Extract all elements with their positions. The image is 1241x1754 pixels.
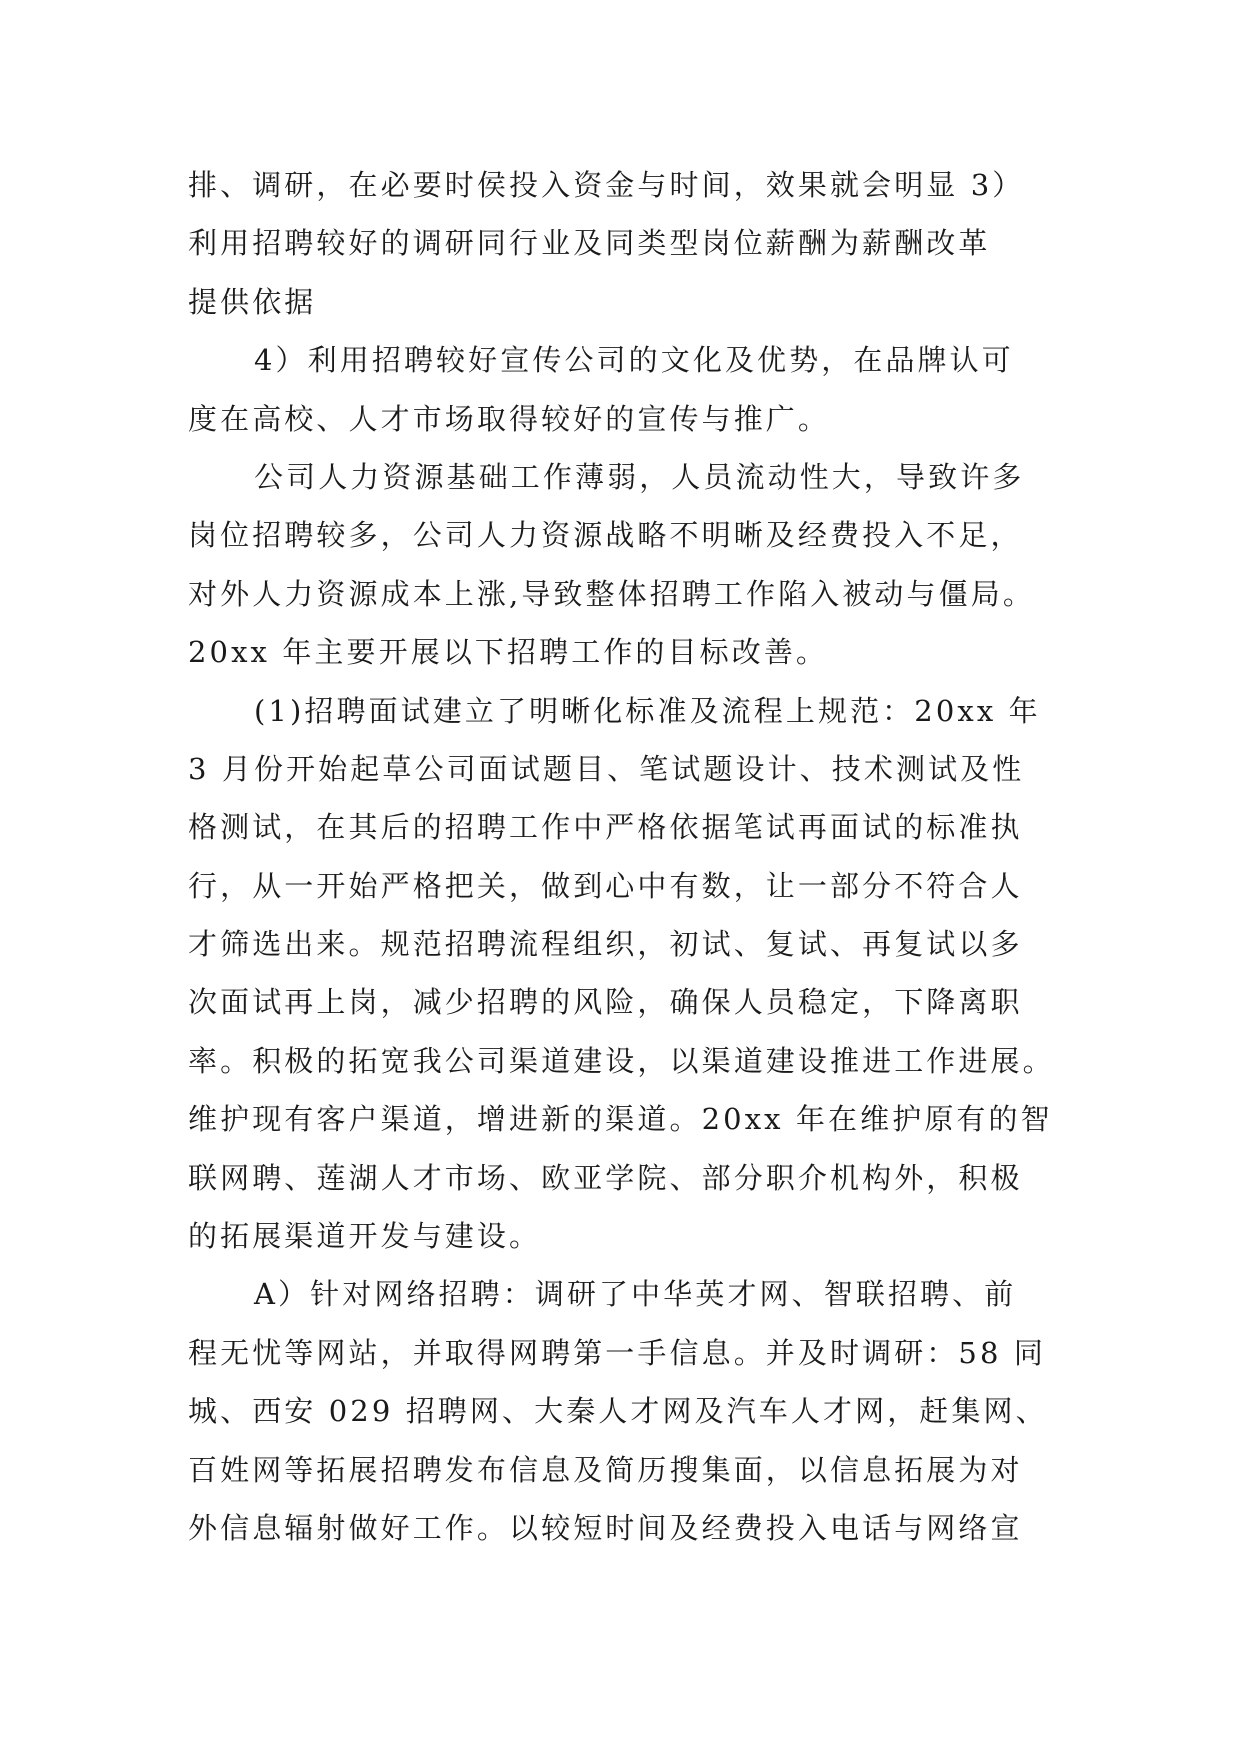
text-line: 岗位招聘较多，公司人力资源战略不明晰及经费投入不足， [188,518,1023,553]
text-line: 程无忧等网站，并取得网聘第一手信息。并及时调研：58 同 [188,1335,1046,1370]
text-line: 20xx 年主要开展以下招聘工作的目标改善。 [188,635,829,670]
text-line: 城、西安 029 招聘网、大秦人才网及汽车人才网，赶集网、 [188,1394,1048,1429]
text-line: 联网聘、莲湖人才市场、欧亚学院、部分职介机构外，积极 [188,1160,1023,1195]
text-line: 3 月份开始起草公司面试题目、笔试题设计、技术测试及性 [188,751,1025,786]
text-line: 公司人力资源基础工作薄弱，人员流动性大，导致许多 [254,459,1025,494]
text-line: 百姓网等拓展招聘发布信息及简历搜集面，以信息拓展为对 [188,1452,1023,1487]
text-line: 的拓展渠道开发与建设。 [188,1219,542,1254]
text-line: 提供依据 [188,284,317,319]
text-line: 格测试，在其后的招聘工作中严格依据笔试再面试的标准执 [188,810,1023,845]
text-line: 利用招聘较好的调研同行业及同类型岗位薪酬为薪酬改革 [188,226,991,261]
text-line: 排、调研，在必要时侯投入资金与时间，效果就会明显 3） [188,168,1025,202]
text-line: 行，从一开始严格把关，做到心中有数，让一部分不符合人 [188,868,1023,903]
text-line: 4）利用招聘较好宣传公司的文化及优势，在品牌认可 [254,343,1014,378]
text-line: 外信息辐射做好工作。以较短时间及经费投入电话与网络宣 [188,1510,1023,1545]
text-line: 对外人力资源成本上涨,导致整体招聘工作陷入被动与僵局。 [188,576,1035,611]
text-line: 率。积极的拓宽我公司渠道建设，以渠道建设推进工作进展。 [188,1043,1055,1078]
text-line: 次面试再上岗，减少招聘的风险，确保人员稳定，下降离职 [188,985,1023,1020]
text-line: 度在高校、人才市场取得较好的宣传与推广。 [188,401,831,436]
text-line: 维护现有客户渠道，增进新的渠道。20xx 年在维护原有的智 [188,1102,1053,1137]
text-line: 才筛选出来。规范招聘流程组织，初试、复试、再复试以多 [188,927,1023,962]
text-line: (1)招聘面试建立了明晰化标准及流程上规范：20xx 年 [254,693,1041,728]
text-line: A）针对网络招聘：调研了中华英才网、智联招聘、前 [254,1277,1017,1312]
document-body [188,156,1058,1557]
